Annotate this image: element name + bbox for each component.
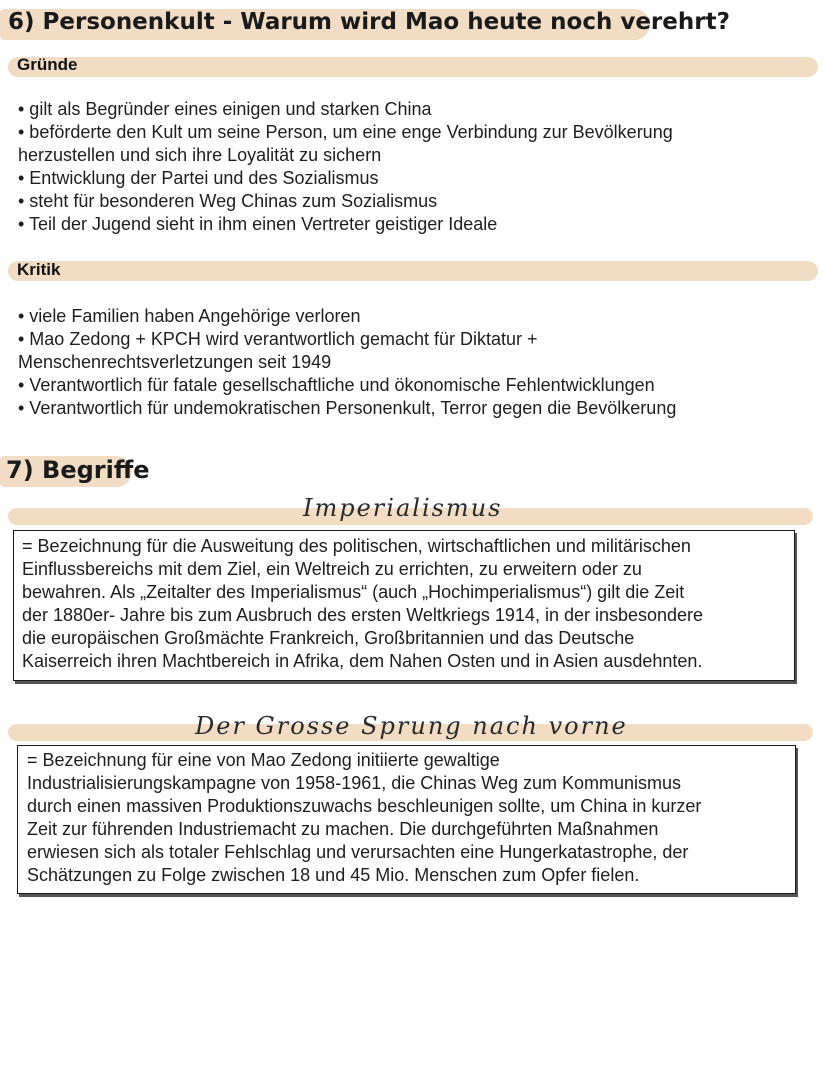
list-item: Menschenrechtsverletzungen seit 1949 (18, 352, 332, 372)
gruende-highlight (8, 57, 818, 77)
definition-line: die europäischen Großmächte Frankreich, Großbritannien und das Deutsche (22, 628, 635, 648)
list-item: • Verantwortlich für undemokratischen Personenkult, Terror gegen die Bevölkerung (18, 398, 677, 418)
list-item: • gilt als Begründer eines einigen und starken China (18, 99, 432, 119)
list-item: • steht für besonderen Weg Chinas zum Sozialismus (18, 191, 438, 211)
list-item: • Mao Zedong + KPCH wird verantwortlich gemacht für Diktatur + (18, 329, 538, 349)
list-item: • beförderte den Kult um seine Person, um eine enge Verbindung zur Bevölkerung (18, 122, 673, 142)
kritik-highlight (8, 261, 818, 281)
list-item: • Entwicklung der Partei und des Sozialismus (18, 168, 379, 188)
definition-line: durch einen massiven Produktionszuwachs beschleunigen sollte, um China in kurzer (27, 796, 702, 816)
definition-line: Kaiserreich ihren Machtbereich in Afrika, dem Nahen Osten und in Asien ausdehnten. (22, 651, 703, 671)
list-item: herzustellen und sich ihre Loyalität zu sichern (18, 145, 382, 165)
list-item: • viele Familien haben Angehörige verloren (18, 306, 361, 326)
definition-line: erwiesen sich als totaler Fehlschlag und verursachten eine Hungerkatastrophe, der (27, 842, 689, 862)
kritik-label: Kritik (17, 260, 61, 279)
definition-line: Einflussbereichs mit dem Ziel, ein Weltreich zu errichten, zu erweitern oder zu (22, 559, 642, 579)
definition-line: bewahren. Als „Zeitalter des Imperialismus“ (auch „Hochimperialismus“) gilt die Zeit (22, 582, 685, 602)
section7-title: 7) Begriffe (6, 456, 150, 484)
list-item: • Verantwortlich für fatale gesellschaftliche und ökonomische Fehlentwicklungen (18, 375, 655, 395)
definition-line: Industrialisierungskampagne von 1958-1961, die Chinas Weg zum Kommunismus (27, 773, 682, 793)
definition-line: Schätzungen zu Folge zwischen 18 und 45 Mio. Menschen zum Opfer fielen. (27, 865, 640, 885)
definition-line: Zeit zur führenden Industriemacht zu machen. Die durchgeführten Maßnahmen (27, 819, 659, 839)
definition-line: der 1880er- Jahre bis zum Ausbruch des ersten Weltkriegs 1914, in der insbesondere (22, 605, 704, 625)
list-item: • Teil der Jugend sieht in ihm einen Vertreter geistiger Ideale (18, 214, 498, 234)
kritik-list (18, 305, 676, 420)
gruende-list (18, 98, 673, 236)
definition-line: = Bezeichnung für die Ausweitung des politischen, wirtschaftlichen und militärischen (22, 536, 691, 556)
term1-definition (22, 535, 703, 673)
term1-title: Imperialismus (303, 494, 503, 522)
section6-title: 6) Personenkult - Warum wird Mao heute noch verehrt? (8, 9, 730, 35)
term2-definition (27, 749, 701, 887)
gruende-label: Gründe (17, 55, 78, 74)
definition-line: = Bezeichnung für eine von Mao Zedong initiierte gewaltige (27, 750, 500, 770)
term2-title: Der Grosse Sprung nach vorne (195, 712, 628, 740)
